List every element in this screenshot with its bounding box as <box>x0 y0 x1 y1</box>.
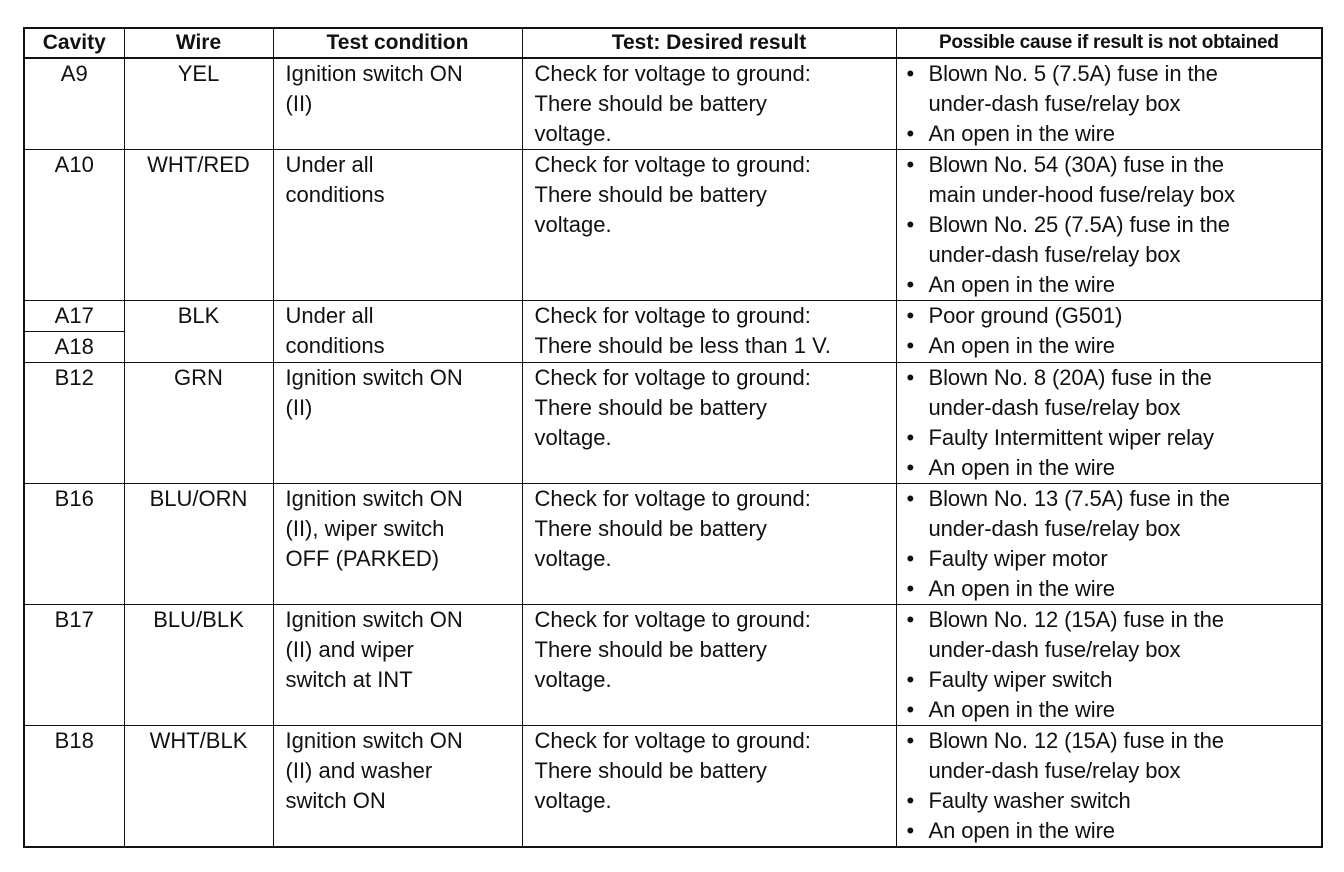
header-possible-cause: Possible cause if result is not obtained <box>896 28 1322 58</box>
cause-item <box>905 301 1320 331</box>
header-desired-result: Test: Desired result <box>522 28 896 58</box>
desired-result-line: There should be battery <box>534 637 767 662</box>
test-condition-line: OFF (PARKED) <box>285 546 440 571</box>
cause-line: main under-hood fuse/relay box <box>928 182 1235 207</box>
desired-result-line: Check for voltage to ground: <box>534 607 811 632</box>
desired-result-line: voltage. <box>534 667 612 692</box>
possible-cause-cell <box>896 726 1322 848</box>
cause-item <box>905 605 1320 665</box>
desired-result-line: There should be battery <box>534 758 767 783</box>
cause-line: under-dash fuse/relay box <box>928 637 1181 662</box>
test-condition-cell <box>273 58 522 150</box>
test-condition-line: Under all <box>285 303 374 328</box>
cause-item <box>905 544 1320 574</box>
desired-result-line: There should be battery <box>534 91 767 116</box>
test-condition-line: (II) and wiper <box>285 637 414 662</box>
test-condition-cell <box>273 150 522 301</box>
test-condition-line: conditions <box>285 333 385 358</box>
cavity-cell: A9 <box>24 58 124 150</box>
cause-item <box>905 665 1320 695</box>
cause-line: • Faulty wiper switch <box>928 667 1113 692</box>
test-condition-line: Ignition switch ON <box>285 607 463 632</box>
cavity-cell: A10 <box>24 150 124 301</box>
possible-cause-cell <box>896 484 1322 605</box>
desired-result-cell <box>522 363 896 484</box>
cause-item <box>905 786 1320 816</box>
test-condition-cell <box>273 363 522 484</box>
header-row <box>24 28 1322 58</box>
cause-line: • An open in the wire <box>928 818 1115 843</box>
desired-result-line: Check for voltage to ground: <box>534 486 811 511</box>
cause-line: • An open in the wire <box>928 697 1115 722</box>
test-condition-line: (II) <box>285 91 313 116</box>
cause-line: • An open in the wire <box>928 576 1115 601</box>
desired-result-line: voltage. <box>534 788 612 813</box>
test-condition-line: conditions <box>285 182 385 207</box>
desired-result-line: Check for voltage to ground: <box>534 61 811 86</box>
possible-cause-cell <box>896 58 1322 150</box>
cause-line: • Faulty washer switch <box>928 788 1131 813</box>
cause-item <box>905 270 1320 300</box>
test-condition-line: switch ON <box>285 788 386 813</box>
wire-cell: YEL <box>124 58 273 150</box>
wire-cell: GRN <box>124 363 273 484</box>
cause-line: under-dash fuse/relay box <box>928 242 1181 267</box>
table-body <box>24 58 1322 847</box>
header-cavity: Cavity <box>24 28 124 58</box>
desired-result-cell <box>522 58 896 150</box>
test-condition-line: Ignition switch ON <box>285 61 463 86</box>
cause-line: • Blown No. 12 (15A) fuse in the <box>928 728 1224 753</box>
cavity-cell: B18 <box>24 726 124 848</box>
desired-result-cell <box>522 726 896 848</box>
cause-list <box>905 301 1320 361</box>
desired-result-cell <box>522 484 896 605</box>
cause-list <box>905 605 1320 725</box>
cause-list <box>905 150 1320 300</box>
cause-line: under-dash fuse/relay box <box>928 395 1181 420</box>
cause-line: • Faulty wiper motor <box>928 546 1108 571</box>
cause-line: • Poor ground (G501) <box>928 303 1123 328</box>
possible-cause-cell <box>896 301 1322 363</box>
connector-test-table <box>23 27 1323 848</box>
desired-result-line: There should be battery <box>534 395 767 420</box>
cavity-cell: A17 <box>24 301 124 332</box>
desired-result-line: Check for voltage to ground: <box>534 728 811 753</box>
desired-result-cell <box>522 301 896 363</box>
cause-line: • An open in the wire <box>928 272 1115 297</box>
wire-cell: BLU/ORN <box>124 484 273 605</box>
table-header <box>24 28 1322 58</box>
cause-item <box>905 726 1320 786</box>
test-condition-cell <box>273 605 522 726</box>
possible-cause-cell <box>896 150 1322 301</box>
header-test-condition: Test condition <box>273 28 522 58</box>
possible-cause-cell <box>896 363 1322 484</box>
cause-line: • Blown No. 54 (30A) fuse in the <box>928 152 1224 177</box>
cause-line: • Blown No. 25 (7.5A) fuse in the <box>928 212 1230 237</box>
cause-item <box>905 363 1320 423</box>
cause-list <box>905 484 1320 604</box>
desired-result-cell <box>522 150 896 301</box>
cavity-cell: B17 <box>24 605 124 726</box>
header-wire: Wire <box>124 28 273 58</box>
cavity-cell: B16 <box>24 484 124 605</box>
cause-line: • An open in the wire <box>928 121 1115 146</box>
cause-line: • Blown No. 5 (7.5A) fuse in the <box>928 61 1218 86</box>
desired-result-line: voltage. <box>534 212 612 237</box>
test-condition-cell <box>273 301 522 363</box>
test-condition-line: Ignition switch ON <box>285 365 463 390</box>
cause-line: • Faulty Intermittent wiper relay <box>928 425 1214 450</box>
table-row <box>24 58 1322 150</box>
cause-line: • An open in the wire <box>928 333 1115 358</box>
cause-list <box>905 726 1320 846</box>
cause-line: • An open in the wire <box>928 455 1115 480</box>
table-row <box>24 605 1322 726</box>
table-row <box>24 150 1322 301</box>
desired-result-line: There should be less than 1 V. <box>534 333 831 358</box>
desired-result-line: Check for voltage to ground: <box>534 152 811 177</box>
table-row <box>24 301 1322 332</box>
cause-item <box>905 119 1320 149</box>
test-condition-line: Under all <box>285 152 374 177</box>
cause-item <box>905 150 1320 210</box>
table-row <box>24 726 1322 848</box>
cause-item <box>905 59 1320 119</box>
desired-result-line: voltage. <box>534 425 612 450</box>
desired-result-line: voltage. <box>534 546 612 571</box>
cause-line: under-dash fuse/relay box <box>928 91 1181 116</box>
cause-item <box>905 453 1320 483</box>
wire-cell: WHT/BLK <box>124 726 273 848</box>
table-row <box>24 484 1322 605</box>
cause-item <box>905 816 1320 846</box>
cause-item <box>905 484 1320 544</box>
cause-item <box>905 331 1320 361</box>
desired-result-line: Check for voltage to ground: <box>534 365 811 390</box>
cause-list <box>905 363 1320 483</box>
cause-item <box>905 423 1320 453</box>
wire-cell: BLU/BLK <box>124 605 273 726</box>
test-condition-line: Ignition switch ON <box>285 728 463 753</box>
desired-result-cell <box>522 605 896 726</box>
cavity-cell: B12 <box>24 363 124 484</box>
test-condition-line: (II) <box>285 395 313 420</box>
cause-line: • Blown No. 13 (7.5A) fuse in the <box>928 486 1230 511</box>
cause-item <box>905 695 1320 725</box>
desired-result-line: There should be battery <box>534 182 767 207</box>
desired-result-line: Check for voltage to ground: <box>534 303 811 328</box>
wire-cell: WHT/RED <box>124 150 273 301</box>
table-row <box>24 363 1322 484</box>
cause-line: under-dash fuse/relay box <box>928 758 1181 783</box>
cause-line: • Blown No. 12 (15A) fuse in the <box>928 607 1224 632</box>
desired-result-line: voltage. <box>534 121 612 146</box>
test-condition-line: switch at INT <box>285 667 413 692</box>
cavity-cell: A18 <box>24 332 124 363</box>
test-condition-cell <box>273 726 522 848</box>
cause-item <box>905 574 1320 604</box>
test-condition-line: (II) and washer <box>285 758 433 783</box>
desired-result-line: There should be battery <box>534 516 767 541</box>
cause-line: under-dash fuse/relay box <box>928 516 1181 541</box>
possible-cause-cell <box>896 605 1322 726</box>
cause-line: • Blown No. 8 (20A) fuse in the <box>928 365 1212 390</box>
test-condition-line: Ignition switch ON <box>285 486 463 511</box>
test-condition-cell <box>273 484 522 605</box>
cause-list <box>905 59 1320 149</box>
test-condition-line: (II), wiper switch <box>285 516 445 541</box>
wire-cell: BLK <box>124 301 273 363</box>
cause-item <box>905 210 1320 270</box>
